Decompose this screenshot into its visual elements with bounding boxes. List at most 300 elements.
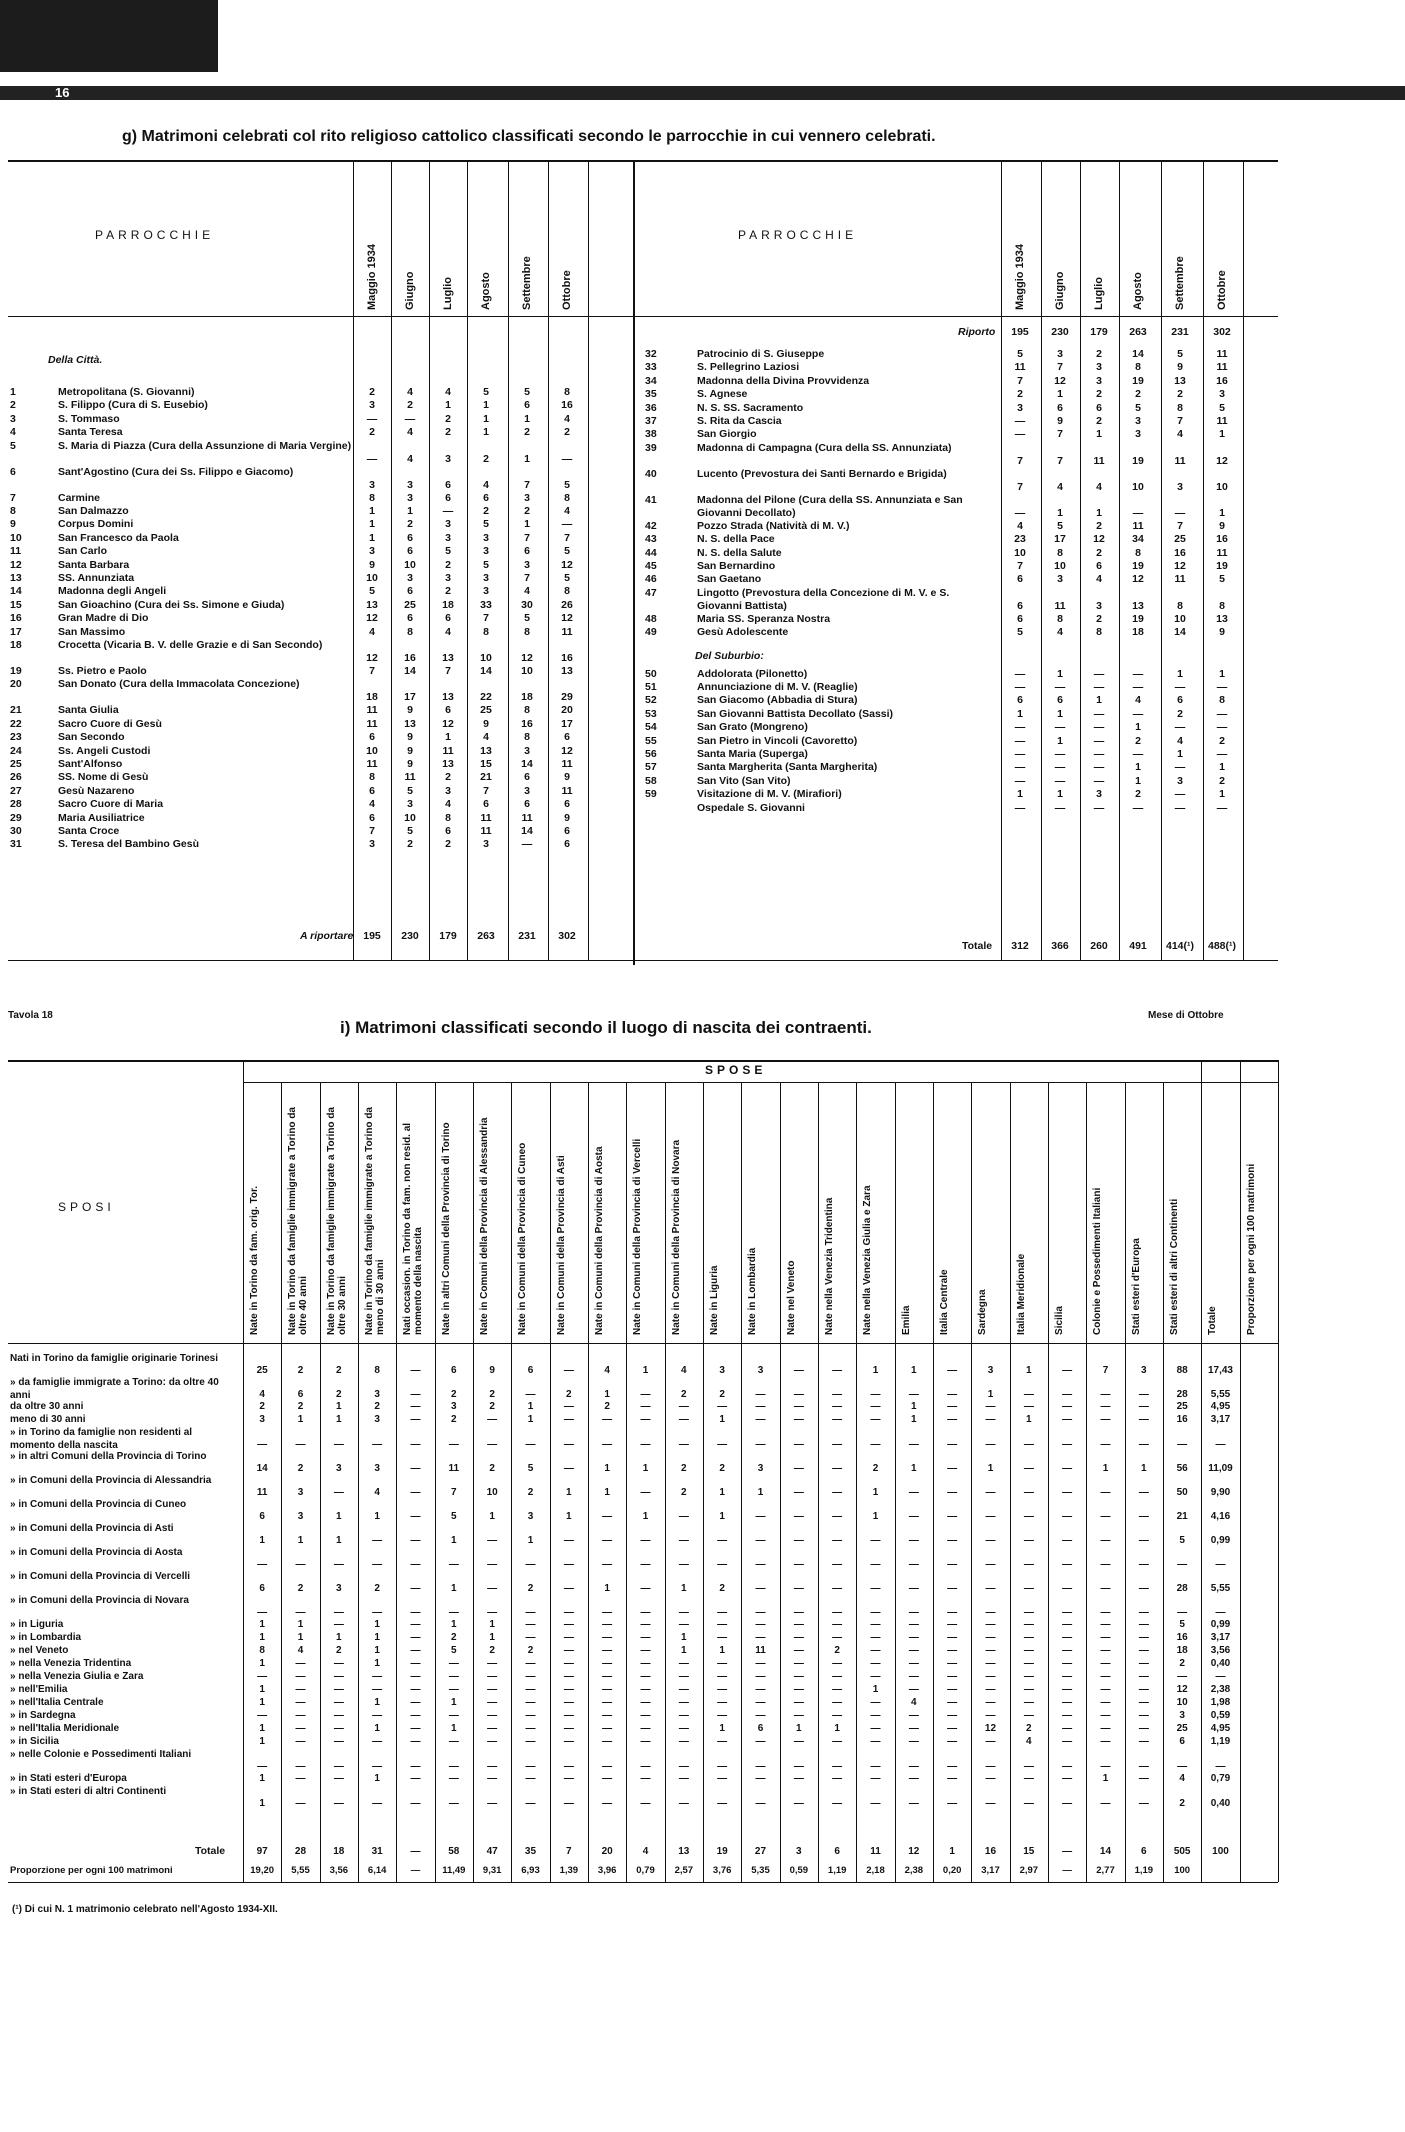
cell-value: —: [908, 1710, 919, 1721]
cell-value: —: [333, 1773, 344, 1784]
cell-value: 4: [297, 1645, 304, 1656]
parish-name: Addolorata (Pilonetto): [697, 667, 808, 680]
cell-value: —: [602, 1773, 613, 1784]
cell-value: —: [908, 1619, 919, 1630]
prop-value: 6,93: [521, 1865, 540, 1876]
cell-value: 1: [259, 1798, 265, 1809]
parish-name: S. Pellegrino Laziosi: [697, 361, 800, 374]
cell-value: —: [448, 1439, 459, 1450]
cell-value: 1: [374, 1723, 380, 1734]
cell-value: —: [985, 1487, 996, 1498]
sposi-row-label: » in Stati esteri di altri Continenti: [10, 1786, 167, 1797]
prop-value: 0,20: [942, 1865, 962, 1876]
cell-value: 7: [1057, 361, 1063, 374]
cell-value: 1: [719, 1645, 725, 1656]
cell-value: —: [295, 1798, 306, 1809]
cell-value: 5: [483, 558, 489, 571]
total-value: 19: [716, 1846, 728, 1857]
cell-value: 1: [1102, 1773, 1109, 1784]
prop-value: 2,38: [904, 1865, 924, 1876]
cell-value: 2: [407, 838, 413, 851]
cell-value: 10: [366, 572, 378, 584]
cell-value: 1: [1219, 667, 1225, 680]
cell-value: 4,95: [1210, 1723, 1231, 1734]
cell-value: —: [487, 1684, 498, 1695]
cell-value: —: [908, 1671, 919, 1682]
parish-name: Corpus Domini: [58, 518, 134, 531]
cell-value: 1: [1057, 707, 1063, 720]
cell-value: 2: [445, 585, 451, 598]
cell-value: —: [793, 1463, 804, 1474]
cell-value: 1: [374, 1773, 380, 1784]
cell-value: —: [602, 1607, 613, 1618]
cell-value: —: [1177, 1439, 1188, 1450]
spose-col-header: Nate in Comuni della Provincia di Aosta: [594, 1146, 605, 1335]
cell-value: —: [678, 1736, 689, 1747]
cell-value: 4: [1057, 626, 1063, 639]
cell-value: —: [717, 1684, 728, 1695]
cell-value: —: [1100, 1401, 1111, 1412]
cell-value: 6: [369, 731, 375, 744]
cell-value: —: [755, 1389, 766, 1400]
cell-value: 11: [404, 771, 416, 784]
row-number: 43: [645, 533, 657, 546]
cell-value: 3: [524, 784, 530, 797]
cell-value: 1: [374, 1632, 380, 1643]
cell-value: 19: [1132, 454, 1144, 467]
cell-value: —: [563, 1365, 574, 1376]
cell-value: —: [1177, 1559, 1188, 1570]
cell-value: 4,95: [1210, 1401, 1231, 1412]
cell-value: —: [793, 1535, 804, 1546]
parish-name: San Pietro in Vincoli (Cavoretto): [697, 734, 858, 747]
cell-value: 6: [564, 731, 570, 744]
cell-value: 6: [524, 771, 530, 784]
cell-value: —: [870, 1439, 881, 1450]
total-value: 302: [558, 930, 576, 942]
month-header-right: Agosto: [1132, 272, 1144, 310]
month-header-right: Giugno: [1054, 271, 1066, 310]
cell-value: —: [1062, 1761, 1073, 1772]
cell-value: —: [525, 1389, 536, 1400]
cell-value: 11: [366, 758, 378, 770]
total-label: A riportare: [300, 930, 354, 942]
cell-value: 17: [404, 691, 416, 704]
cell-value: 1: [1057, 734, 1063, 747]
cell-value: 1: [259, 1619, 265, 1630]
cell-value: 11: [366, 717, 378, 730]
col-divider: [1203, 160, 1204, 960]
spose-col-header: Nate in Comuni della Provincia di Cuneo: [517, 1142, 529, 1335]
cell-value: —: [333, 1658, 344, 1669]
cell-value: 1: [445, 399, 451, 412]
cell-value: —: [717, 1439, 728, 1450]
cell-value: —: [1023, 1761, 1034, 1772]
cell-value: 6: [1096, 560, 1102, 572]
cell-value: —: [1062, 1463, 1073, 1474]
parish-name: Ospedale S. Giovanni: [697, 801, 805, 814]
cell-value: —: [1023, 1697, 1034, 1708]
cell-value: —: [602, 1632, 613, 1643]
cell-value: 1: [757, 1487, 764, 1498]
total-value: 179: [439, 930, 457, 942]
cell-value: —: [487, 1773, 498, 1784]
cell-value: —: [1014, 667, 1026, 680]
cell-value: 12: [521, 652, 533, 664]
sposi-row-label: » nelle Colonie e Possedimenti Italiani: [10, 1749, 192, 1760]
cell-value: 12: [1132, 573, 1144, 586]
cell-value: 7: [445, 665, 451, 677]
cell-value: 11: [561, 784, 573, 797]
cell-value: —: [1062, 1723, 1073, 1734]
cell-value: 1: [259, 1773, 265, 1784]
parish-name: S. Rita da Cascia: [697, 415, 782, 427]
parish-name: Gesù Nazareno: [58, 784, 135, 797]
cell-value: —: [870, 1710, 881, 1721]
parish-name: Patrocinio di S. Giuseppe: [697, 348, 825, 360]
cell-value: 10: [521, 665, 533, 677]
cell-value: 13: [442, 691, 454, 704]
parish-name: Sant'Agostino (Cura dei Ss. Filippo e Giacomo): [58, 465, 294, 478]
cell-value: 10: [404, 558, 416, 571]
cell-value: 16: [1174, 546, 1186, 559]
cell-value: —: [640, 1414, 651, 1425]
cell-value: —: [410, 1607, 421, 1618]
cell-value: 11: [1216, 348, 1228, 360]
cell-value: 3: [445, 518, 451, 531]
cell-value: —: [793, 1658, 804, 1669]
cell-value: —: [1138, 1773, 1149, 1784]
cell-value: —: [1062, 1365, 1073, 1376]
cell-value: 1: [297, 1535, 304, 1546]
cell-value: —: [832, 1487, 843, 1498]
cell-value: 1: [1026, 1414, 1032, 1425]
row-number: 33: [645, 361, 657, 374]
prop-value: 3,56: [329, 1865, 349, 1876]
cell-value: 11: [1014, 361, 1026, 374]
cell-value: —: [717, 1761, 728, 1772]
cell-value: 2: [451, 1632, 457, 1643]
cell-value: 2: [407, 399, 413, 412]
riporto-value: 195: [1011, 326, 1029, 338]
parish-name: Sacro Cuore di Gesù: [58, 717, 162, 730]
cell-value: 2: [872, 1463, 879, 1474]
cell-value: 2: [566, 1389, 572, 1400]
cell-value: —: [1093, 748, 1105, 760]
cell-value: —: [1100, 1761, 1111, 1772]
cell-value: —: [870, 1761, 881, 1772]
cell-value: 6: [524, 545, 530, 558]
cell-value: 14: [1132, 348, 1144, 360]
cell-value: —: [640, 1607, 651, 1618]
cell-value: —: [295, 1697, 306, 1708]
cell-value: 7: [524, 572, 530, 584]
row-number: 3: [10, 412, 16, 425]
cell-value: 25: [480, 704, 492, 717]
cell-value: 12: [366, 652, 378, 664]
row-number: 15: [10, 598, 22, 611]
cell-value: —: [1062, 1414, 1073, 1425]
cell-value: 6: [483, 491, 489, 504]
cell-value: —: [1177, 1671, 1188, 1682]
total-value: 195: [363, 930, 381, 942]
cell-value: 6: [757, 1723, 764, 1734]
cell-value: 11: [480, 811, 492, 824]
rule: [243, 1082, 1278, 1083]
cell-value: 4: [369, 625, 375, 638]
cell-value: —: [832, 1773, 843, 1784]
cell-value: 1: [369, 505, 375, 517]
cell-value: —: [410, 1439, 421, 1450]
cell-value: —: [602, 1710, 613, 1721]
cell-value: 1: [987, 1463, 994, 1474]
cell-value: —: [755, 1684, 766, 1695]
cell-value: —: [908, 1773, 919, 1784]
cell-value: —: [295, 1710, 306, 1721]
cell-value: —: [793, 1645, 804, 1656]
cell-value: —: [793, 1710, 804, 1721]
parish-name: Gesù Adolescente: [697, 626, 789, 639]
cell-value: —: [1132, 681, 1144, 693]
cell-value: —: [985, 1583, 996, 1594]
total-value: 27: [754, 1846, 767, 1857]
cell-value: —: [1023, 1535, 1034, 1546]
cell-value: —: [717, 1619, 728, 1630]
cell-value: —: [1062, 1671, 1073, 1682]
cell-value: 4: [259, 1389, 265, 1400]
cell-value: 2: [297, 1401, 304, 1412]
cell-value: 2: [527, 1645, 534, 1656]
cell-value: —: [947, 1710, 958, 1721]
cell-value: 1: [527, 1535, 534, 1546]
prop-value: 5,35: [751, 1865, 770, 1876]
cell-value: 5: [445, 545, 451, 558]
cell-value: 18: [442, 598, 454, 611]
cell-value: —: [793, 1365, 804, 1376]
cell-value: —: [947, 1684, 958, 1695]
cell-value: 5: [1177, 348, 1183, 360]
cell-value: 8: [1177, 401, 1183, 414]
cell-value: —: [640, 1798, 651, 1809]
cell-value: 1: [374, 1645, 380, 1656]
cell-value: —: [755, 1710, 766, 1721]
cell-value: —: [257, 1607, 268, 1618]
cell-value: 6: [407, 585, 413, 598]
cell-value: 1: [524, 452, 530, 465]
col-divider: [1001, 160, 1002, 960]
prop-value: 0,79: [636, 1865, 655, 1876]
cell-value: 2: [336, 1365, 342, 1376]
cell-value: 4: [564, 505, 570, 517]
cell-value: 11: [561, 625, 573, 638]
total-value: 312: [1011, 940, 1029, 952]
cell-value: —: [793, 1736, 804, 1747]
cell-value: —: [410, 1658, 421, 1669]
cell-value: —: [525, 1559, 536, 1570]
cell-value: —: [333, 1684, 344, 1695]
cell-value: 1: [297, 1414, 304, 1425]
cell-value: —: [947, 1798, 958, 1809]
spose-col-header: Nate nel Veneto: [785, 1260, 797, 1335]
cell-value: —: [640, 1658, 651, 1669]
cell-value: —: [793, 1697, 804, 1708]
cell-value: 56: [1176, 1463, 1188, 1474]
cell-value: —: [717, 1607, 728, 1618]
cell-value: —: [563, 1761, 574, 1772]
cell-value: 12: [1174, 560, 1186, 572]
cell-value: —: [870, 1632, 881, 1643]
sposi-row-label: meno di 30 anni: [10, 1414, 86, 1425]
cell-value: 5: [451, 1511, 457, 1522]
cell-value: —: [947, 1723, 958, 1734]
cell-value: 1: [369, 531, 375, 544]
prop-value: 1,19: [1134, 1865, 1154, 1876]
prop-value: 2,18: [866, 1865, 885, 1876]
cell-value: 1: [987, 1389, 994, 1400]
cell-value: 14: [1174, 626, 1186, 639]
row-number: 18: [10, 639, 22, 651]
cell-value: —: [832, 1798, 843, 1809]
divider: [633, 160, 635, 965]
cell-value: —: [295, 1658, 306, 1669]
cell-value: 7: [524, 478, 530, 491]
cell-value: 29: [561, 691, 573, 704]
cell-value: 8: [1057, 612, 1063, 625]
cell-value: —: [487, 1658, 498, 1669]
total-value: 6: [834, 1846, 840, 1857]
cell-value: 19: [1216, 560, 1228, 572]
cell-value: —: [1062, 1511, 1073, 1522]
cell-value: —: [1100, 1632, 1111, 1643]
cell-value: —: [448, 1736, 459, 1747]
row-number: 58: [645, 774, 657, 787]
cell-value: —: [410, 1736, 421, 1747]
cell-value: —: [640, 1439, 651, 1450]
cell-value: 3: [451, 1401, 457, 1412]
cell-value: —: [640, 1736, 651, 1747]
cell-value: 6: [1057, 694, 1063, 707]
cell-value: —: [793, 1773, 804, 1784]
cell-value: 11: [755, 1645, 766, 1656]
cell-value: —: [295, 1671, 306, 1682]
cell-value: 3: [374, 1389, 380, 1400]
row-number: 42: [645, 519, 657, 532]
cell-value: —: [793, 1632, 804, 1643]
cell-value: —: [525, 1761, 536, 1772]
cell-value: —: [410, 1511, 421, 1522]
cell-value: —: [793, 1619, 804, 1630]
cell-value: —: [908, 1798, 919, 1809]
cell-value: —: [1023, 1439, 1034, 1450]
cell-value: 15: [480, 758, 492, 770]
cell-value: —: [563, 1723, 574, 1734]
cell-value: —: [908, 1535, 919, 1546]
cell-value: 8: [374, 1365, 380, 1376]
month-header-right: Maggio 1934: [1014, 243, 1026, 310]
cell-value: 4: [1177, 734, 1183, 747]
cell-value: —: [487, 1710, 498, 1721]
cell-value: 1: [1096, 428, 1102, 441]
cell-value: 2: [297, 1365, 304, 1376]
cell-value: 1: [604, 1463, 610, 1474]
cell-value: 2: [374, 1583, 380, 1594]
cell-value: —: [1062, 1487, 1073, 1498]
sposi-row-label: » in Torino da famiglie non residenti al momento della nascita: [10, 1427, 193, 1451]
parish-name: Santa Maria (Superga): [697, 748, 808, 760]
month-header-right: Luglio: [1093, 277, 1105, 310]
cell-value: 4: [604, 1365, 610, 1376]
cell-value: 13: [404, 717, 416, 730]
cell-value: 2: [445, 412, 451, 425]
cell-value: —: [947, 1439, 958, 1450]
sposi-row-label: » da famiglie immigrate a Torino: da oltre 40 anni: [10, 1377, 219, 1401]
cell-value: —: [1174, 788, 1186, 801]
cell-value: 1: [483, 399, 489, 412]
cell-value: —: [563, 1697, 574, 1708]
cell-value: —: [487, 1607, 498, 1618]
row-number: 37: [645, 415, 657, 427]
col-divider: [548, 160, 549, 960]
cell-value: —: [870, 1645, 881, 1656]
cell-value: 4: [374, 1487, 380, 1498]
cell-value: 6: [445, 478, 451, 491]
cell-value: —: [1023, 1583, 1034, 1594]
cell-value: 6: [564, 798, 570, 811]
cell-value: 11: [1174, 454, 1186, 467]
rule: [8, 1060, 1278, 1062]
prop-value: 3,17: [981, 1865, 1000, 1876]
row-number: 25: [10, 758, 22, 770]
cell-value: —: [1174, 721, 1186, 734]
cell-value: 21: [480, 771, 492, 784]
cell-value: 3: [1177, 774, 1183, 787]
cell-value: 6: [524, 399, 530, 412]
cell-value: —: [793, 1511, 804, 1522]
cell-value: —: [410, 1463, 421, 1474]
cell-value: —: [257, 1671, 268, 1682]
cell-value: —: [793, 1439, 804, 1450]
cell-value: —: [487, 1697, 498, 1708]
cell-value: —: [1132, 506, 1144, 519]
cell-value: 11: [442, 744, 454, 757]
cell-value: —: [1100, 1710, 1111, 1721]
cell-value: —: [1100, 1658, 1111, 1669]
spose-col-header: Proporzione per ogni 100 matrimoni: [1245, 1163, 1257, 1335]
cell-value: —: [1062, 1773, 1073, 1784]
row-number: 36: [645, 401, 657, 414]
cell-value: 6: [1017, 599, 1023, 612]
col-divider: [429, 160, 430, 960]
prop-value: 100: [1174, 1865, 1191, 1876]
total-value: 11: [870, 1846, 881, 1857]
cell-value: —: [1014, 721, 1026, 734]
cell-value: 5: [1135, 401, 1141, 414]
cell-value: —: [525, 1773, 536, 1784]
col-divider: [1240, 1060, 1241, 1882]
cell-value: —: [640, 1671, 651, 1682]
cell-value: —: [563, 1401, 574, 1412]
cell-value: 3: [524, 491, 530, 504]
cell-value: 11: [1216, 361, 1228, 374]
row-number: 23: [10, 731, 22, 744]
parish-name: S. Agnese: [697, 388, 748, 401]
cell-value: 6: [1017, 612, 1023, 625]
cell-value: —: [1062, 1439, 1073, 1450]
spose-col-header: Italia Centrale: [939, 1269, 950, 1335]
page-number: 16: [55, 85, 70, 100]
cell-value: 3: [483, 572, 489, 584]
cell-value: 6: [369, 811, 375, 824]
